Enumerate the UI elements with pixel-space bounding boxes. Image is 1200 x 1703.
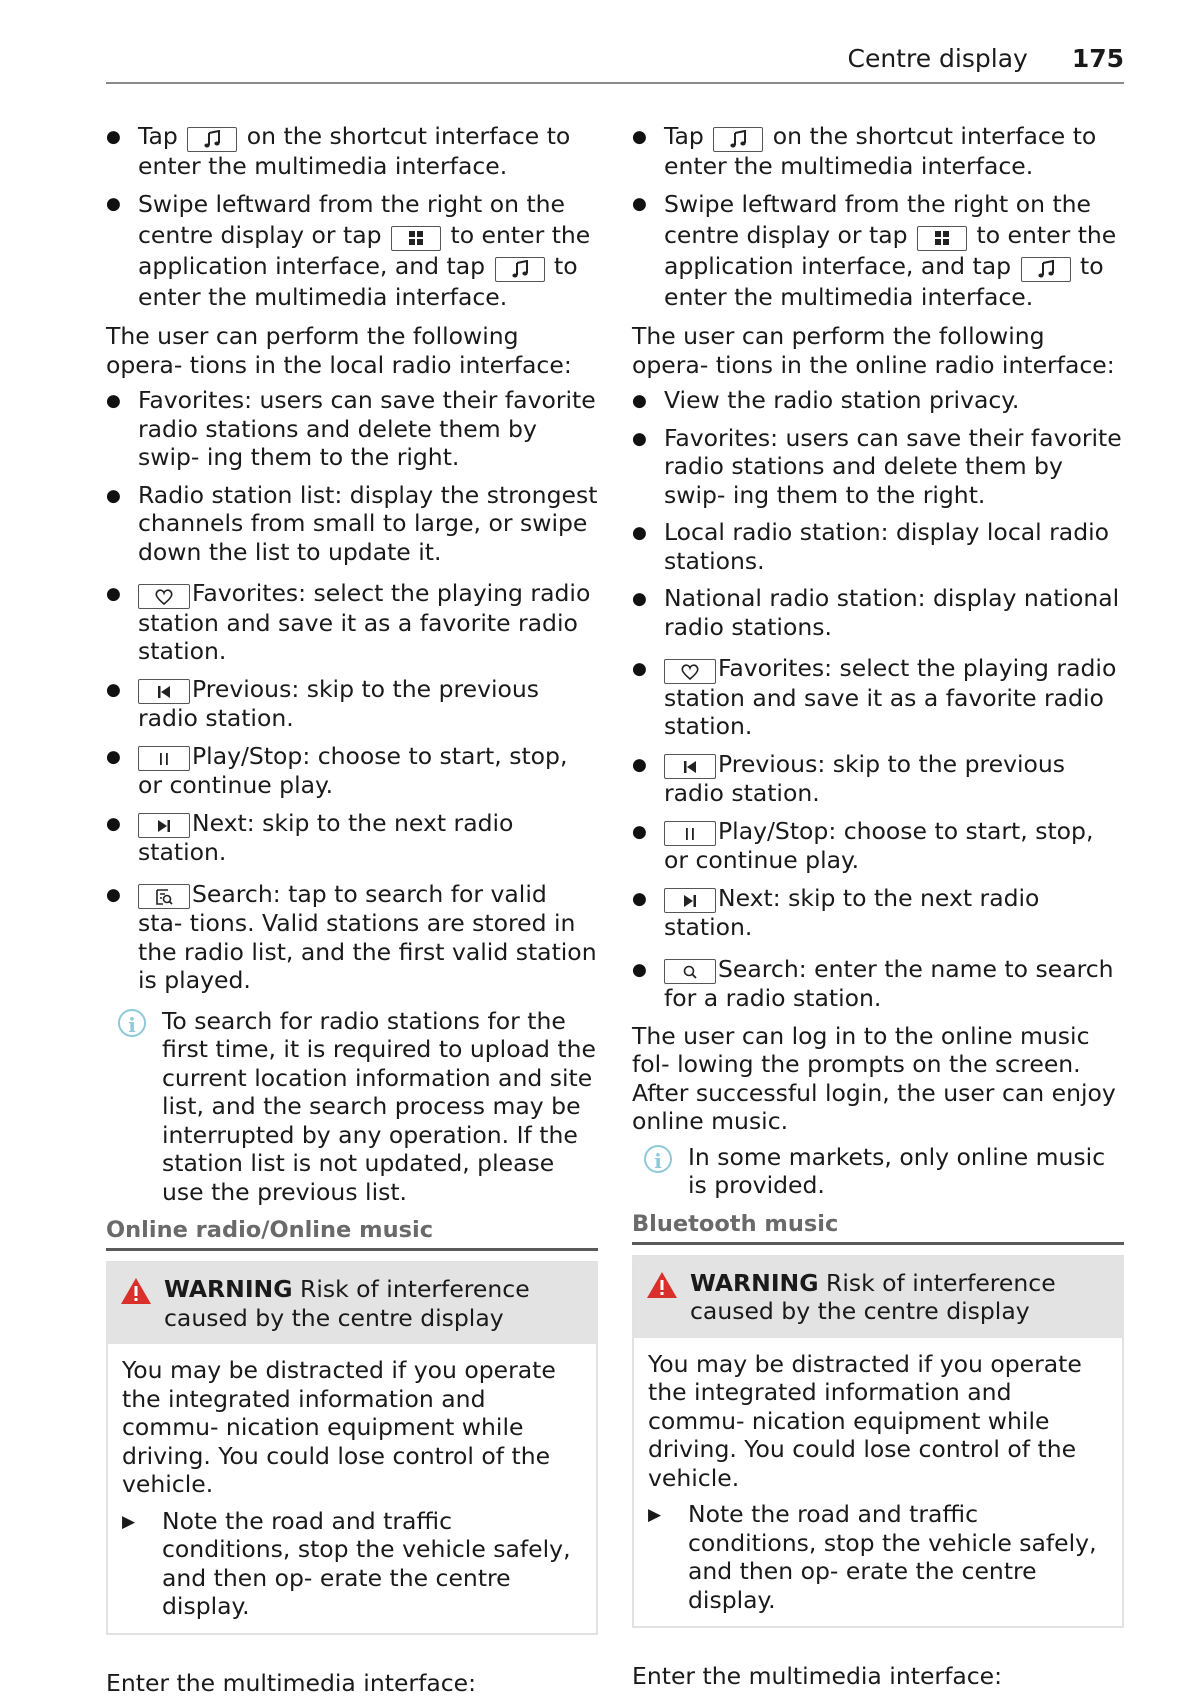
list-item: ● Radio station list: display the strongest channels from small to large, or swipe down the list to update it.	[106, 481, 598, 567]
apps-grid-icon	[917, 226, 967, 251]
list-item: ● Favorites: select the playing radio station and save it as a favorite radio station.	[106, 579, 598, 666]
warning-box	[632, 1255, 1124, 1629]
search-list-icon	[138, 884, 190, 909]
previous-icon	[138, 679, 190, 704]
pause-icon	[664, 821, 716, 846]
info-icon: i	[118, 1009, 146, 1037]
list-item: ● Play/Stop: choose to start, stop, or continue play.	[106, 742, 598, 800]
list-item: ● View the radio station privacy.	[632, 386, 1124, 415]
right-column	[632, 122, 1124, 1691]
list-item: ● Local radio station: display local radio stations.	[632, 518, 1124, 575]
apps-grid-icon	[391, 226, 441, 251]
info-note: i To search for radio stations for the first time, it is required to upload the current location information and site list, and the search process may be interrupted by any operation. If the station list is not updated, please use the previous list.	[106, 1007, 598, 1207]
warning-label: WARNING	[164, 1275, 293, 1303]
section-heading: Online radio/Online music	[106, 1216, 598, 1251]
music-note-icon	[1021, 257, 1071, 282]
list-item: ● Tap on the shortcut interface to enter the multimedia interface.	[632, 122, 1124, 180]
list-item: ● Swipe leftward from the right on the centre display or tap to enter the application interface, and tap to enter the multimedia interface.	[106, 189, 598, 313]
warning-title: Risk of interference caused by the centre display	[690, 1268, 1056, 1325]
warning-action: ▶ Note the road and traffic conditions, stop the vehicle safely, and then op- erate the centre display.	[122, 1507, 582, 1621]
heart-icon	[664, 659, 716, 684]
left-column	[106, 122, 598, 1697]
warning-title: Risk of interference caused by the centre display	[164, 1275, 530, 1332]
previous-icon	[664, 754, 716, 779]
list-item: ● Next: skip to the next radio station.	[632, 884, 1124, 942]
list-item: ● Next: skip to the next radio station.	[106, 809, 598, 867]
warning-header	[634, 1257, 1122, 1338]
login-text: The user can log in to the online music fol- lowing the prompts on the screen. After successful login, the user can enjoy online music.	[632, 1021, 1116, 1135]
warning-body: You may be distracted if you operate the integrated information and commu- nication equipment while driving. You could lose control of the vehicle. ▶ Note the road and traffic conditions, stop the vehicle safely, and then op- erate the centre display.	[634, 1338, 1122, 1627]
warning-header	[108, 1263, 596, 1344]
list-item: ● Previous: skip to the previous radio station.	[632, 750, 1124, 808]
music-note-icon	[495, 257, 545, 282]
next-icon	[138, 813, 190, 838]
music-note-icon	[713, 127, 763, 152]
next-icon	[664, 888, 716, 913]
page-number: 175	[1071, 44, 1124, 73]
list-item: ● Search: tap to search for valid sta- tions. Valid stations are stored in the radio list, and the first valid station is played.	[106, 880, 598, 995]
info-note: i In some markets, only online music is provided.	[632, 1143, 1124, 1200]
list-item: ● Favorites: select the playing radio station and save it as a favorite radio station.	[632, 654, 1124, 741]
list-item: ● National radio station: display national radio stations.	[632, 584, 1124, 641]
warning-icon	[120, 1277, 152, 1305]
music-note-icon	[187, 127, 237, 152]
pause-icon	[138, 746, 190, 771]
info-icon: i	[644, 1145, 672, 1173]
page-header	[106, 44, 1124, 84]
closing-text: Enter the multimedia interface:	[632, 1662, 1003, 1690]
warning-label: WARNING	[690, 1268, 819, 1297]
list-item: ● Play/Stop: choose to start, stop, or continue play.	[632, 817, 1124, 875]
search-icon	[664, 959, 716, 984]
warning-icon	[646, 1271, 678, 1299]
list-item: ● Previous: skip to the previous radio station.	[106, 675, 598, 733]
section-heading: Bluetooth music	[632, 1210, 1124, 1245]
closing-text: Enter the multimedia interface:	[106, 1668, 477, 1697]
list-item: ● Favorites: users can save their favorite radio stations and delete them by swip- ing them to the right.	[106, 386, 598, 472]
warning-action: ▶ Note the road and traffic conditions, stop the vehicle safely, and then op- erate the centre display.	[648, 1500, 1108, 1614]
warning-box	[106, 1261, 598, 1635]
list-item: ● Swipe leftward from the right on the centre display or tap to enter the application interface, and tap to enter the multimedia interface.	[632, 189, 1124, 313]
intro-text: The user can perform the following opera- tions in the online radio interface:	[632, 322, 1115, 379]
warning-body: You may be distracted if you operate the integrated information and commu- nication equipment while driving. You could lose control of the vehicle. ▶ Note the road and traffic conditions, stop the vehicle safely, and then op- erate the centre display.	[108, 1344, 596, 1633]
intro-text: The user can perform the following opera- tions in the local radio interface:	[106, 322, 572, 379]
heart-icon	[138, 584, 190, 609]
list-item: ● Favorites: users can save their favorite radio stations and delete them by swip- ing them to the right.	[632, 424, 1124, 510]
list-item: ● Search: enter the name to search for a radio station.	[632, 955, 1124, 1013]
list-item: ● Tap on the shortcut interface to enter the multimedia interface.	[106, 122, 598, 180]
section-title: Centre display	[847, 44, 1028, 73]
